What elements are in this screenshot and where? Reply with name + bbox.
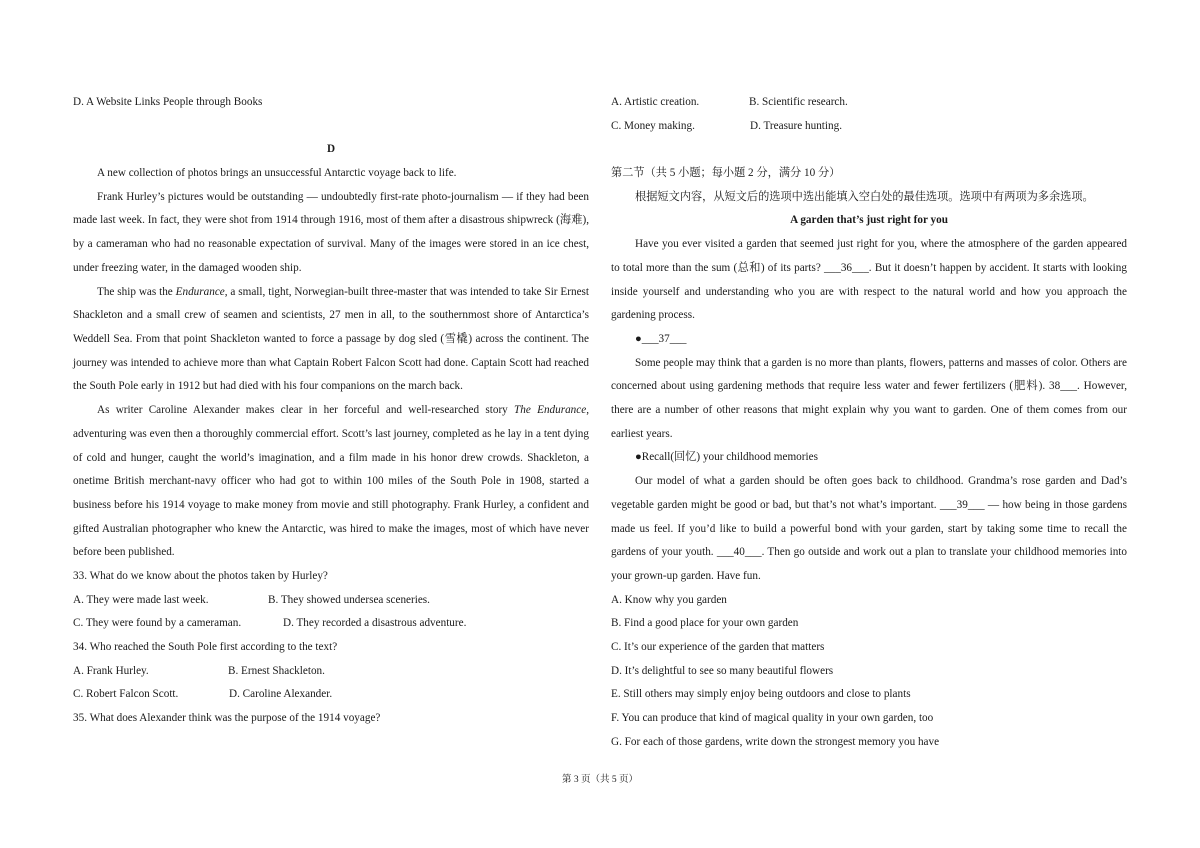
- q34-option-a: A. Frank Hurley.: [73, 664, 149, 677]
- book-title: The Endurance: [514, 404, 587, 417]
- question-35: 35. What does Alexander think was the purpose of the 1914 voyage?: [73, 712, 381, 725]
- option-e: E. Still others may simply enjoy being outdoors and close to plants: [611, 688, 911, 701]
- q34-option-c: C. Robert Falcon Scott.: [73, 688, 179, 701]
- question-33-options-row-2: [73, 612, 589, 636]
- option-b: B. Find a good place for your own garden: [611, 617, 799, 630]
- passage-d-paragraph-4: As writer Caroline Alexander makes clear in her forceful and well-researched story The Endurance, adventuring was even then a thoroughly commercial effort. Scott’s last journey, completed as he lay in a tent dying of cold and hunger, caught the world’s imagination, and a film made in his honor drew crowds. Shackleton, a onetime British merchant-navy officer who had got to within 100 miles of the South Pole in 1908, started a business before his 1914 voyage to make money from movie and still photography. Frank Hurley, a confident and gifted Australian photographer who knew the Antarctic, was hired to make the images, most of which have never before been published.: [73, 404, 589, 559]
- question-34-options-row-1: [73, 660, 589, 684]
- q33-option-b: B. They showed undersea sceneries.: [268, 593, 430, 606]
- heading-recall-memories: ●Recall(回忆) your childhood memories: [635, 451, 818, 464]
- question-34-options-row-2: [73, 683, 589, 707]
- question-35-options-row-1: [611, 91, 1127, 115]
- option-g: G. For each of those gardens, write down the strongest memory you have: [611, 735, 940, 748]
- question-34: 34. Who reached the South Pole first according to the text?: [73, 641, 338, 654]
- passage-title: A garden that’s just right for you: [790, 214, 948, 227]
- question-33: 33. What do we know about the photos taken by Hurley?: [73, 570, 328, 583]
- heading-blank-37: ●___37___: [635, 332, 687, 345]
- option-c: C. It’s our experience of the garden that matters: [611, 641, 825, 654]
- q34-option-d: D. Caroline Alexander.: [229, 688, 333, 701]
- ship-name: Endurance: [175, 285, 225, 298]
- blank-39: ___39___: [939, 498, 985, 511]
- garden-paragraph-1: Have you ever visited a garden that seemed just right for you, where the atmosphere of the garden appeared to total more than the sum (总和) of its parts? ___36___. But it doesn’t happen by accident. It starts with looking inside yourself and understanding who you are with respect to the natural world and how you approach the gardening process.: [611, 238, 1127, 322]
- question-35-options-row-2: [611, 115, 1127, 139]
- right-column: [611, 91, 1127, 754]
- passage-d-paragraph-1: A new collection of photos brings an unsuccessful Antarctic voyage back to life.: [97, 167, 457, 180]
- option-d: D. It’s delightful to see so many beautiful flowers: [611, 664, 834, 677]
- passage-d-heading: D: [326, 143, 336, 156]
- left-column: [73, 91, 589, 731]
- q35-option-c: C. Money making.: [611, 119, 695, 132]
- passage-d-paragraph-3: The ship was the Endurance, a small, tight, Norwegian-built three-master that was intended to take Sir Ernest Shackleton and a small crew of seamen and scientists, 27 men in all, to the southernmost shore of Antarctica’s Weddell Sea. From that point Shackleton wanted to force a passage by dog sled (雪橇) across the continent. The journey was intended to achieve more than what Captain Robert Falcon Scott had done. Captain Scott had reached the South Pole early in 1912 but had died with his four companions on the march back.: [73, 285, 590, 393]
- q35-option-a: A. Artistic creation.: [611, 96, 700, 108]
- page-number-footer: 第 3 页（共 5 页）: [561, 775, 638, 785]
- blank-38: 38___: [1049, 380, 1077, 393]
- blank-40: ___40___: [716, 546, 762, 559]
- passage-d-paragraph-2: Frank Hurley’s pictures would be outstanding — undoubtedly first-rate photo-journalism — if they had been made last week. In fact, they were shot from 1914 through 1916, most of them after a disastrous shipwreck (海难), by a cameraman who had no reasonable expectation of survival. Many of the images were stored in an ice chest, under freezing water, in the damaged wooden ship.: [73, 190, 589, 274]
- option-a: A. Know why you garden: [611, 593, 727, 606]
- q33-option-c: C. They were found by a cameraman.: [73, 617, 242, 630]
- section-2-heading: 第二节（共 5 小题；每小题 2 分，满分 10 分）: [611, 167, 841, 180]
- q33-option-d: D. They recorded a disastrous adventure.: [283, 617, 467, 630]
- section-2-instructions: 根据短文内容，从短文后的选项中选出能填入空白处的最佳选项。选项中有两项为多余选项。: [635, 190, 1094, 203]
- question-33-options-row-1: [73, 589, 589, 613]
- previous-option-d: D. A Website Links People through Books: [73, 96, 263, 108]
- garden-paragraph-3: Our model of what a garden should be often goes back to childhood. Grandma’s rose garden and Dad’s vegetable garden might be good or bad, but that’s not what’s important. ___39___ — how being in those gardens made us feel. If you’d like to build a powerful bond with your garden, start by taking some time to recall the gardens of your youth. ___40___. Then go outside and work out a plan to translate your childhood memories into your grown-up garden. Have fun.: [611, 475, 1127, 582]
- q35-option-d: D. Treasure hunting.: [750, 119, 842, 132]
- option-f: F. You can produce that kind of magical quality in your own garden, too: [611, 712, 934, 725]
- q35-option-b: B. Scientific research.: [749, 96, 848, 108]
- garden-paragraph-2: Some people may think that a garden is no more than plants, flowers, patterns and masses of color. Others are concerned about using gardening methods that require less water and fewer fertilizers (肥料). 38___. However, there are a number of other reasons that might explain why you want to garden. One of them comes from our earliest years.: [611, 356, 1127, 440]
- q33-option-a: A. They were made last week.: [73, 593, 209, 606]
- q34-option-b: B. Ernest Shackleton.: [228, 664, 325, 677]
- blank-36: ___36___: [824, 261, 869, 274]
